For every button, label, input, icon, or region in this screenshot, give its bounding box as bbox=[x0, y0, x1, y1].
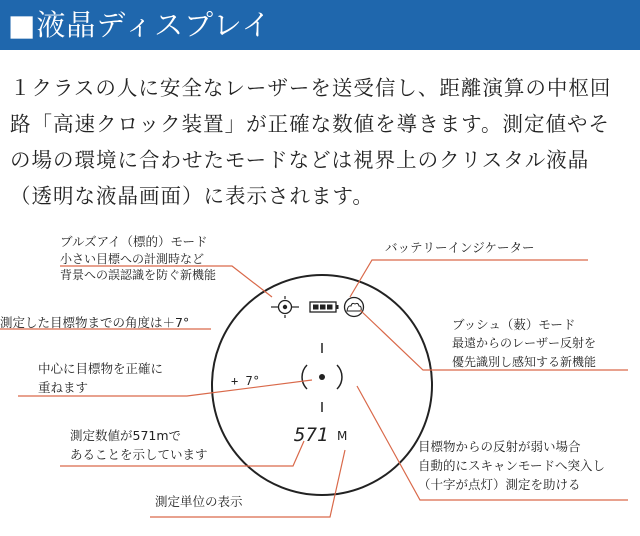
angle-annotation-text: 測定した目標物までの角度は＋7° bbox=[0, 315, 190, 330]
angle-readout: + 7° bbox=[231, 374, 260, 388]
bullseye-mode-title: ブルズアイ（標的）モード bbox=[60, 234, 208, 249]
section-title: ■液晶ディスプレイ bbox=[8, 8, 272, 42]
annotation-unit bbox=[155, 492, 243, 511]
scan-mode-line: 自動的にスキャンモードへ突入し bbox=[418, 458, 606, 473]
scan-mode-line: 目標物からの反射が弱い場合 bbox=[418, 439, 581, 454]
center-target-line: 重ねます bbox=[38, 380, 89, 395]
crosshair-reticle bbox=[302, 343, 342, 412]
annotation-distance-value bbox=[70, 426, 208, 464]
bullseye-icon bbox=[271, 296, 299, 318]
annotation-center-target bbox=[38, 359, 163, 397]
annotation-angle bbox=[0, 313, 189, 332]
intro-line: （透明な液晶画面）に表示されます。 bbox=[10, 184, 374, 208]
distance-value: 571 bbox=[294, 424, 329, 446]
center-target-line: 中心に目標物を正確に bbox=[38, 361, 164, 376]
distance-unit: M bbox=[337, 429, 348, 443]
intro-line: 路「高速クロック装置」が正確な数値を導きます。測定値やそ bbox=[10, 112, 610, 136]
annotation-bush-mode bbox=[452, 315, 596, 372]
bush-mode-desc: 優先識別し感知する新機能 bbox=[452, 355, 597, 369]
bullseye-mode-desc: 背景への誤認識を防ぐ新機能 bbox=[60, 268, 217, 282]
bush-mode-title: ブッシュ（薮）モード bbox=[452, 317, 576, 332]
bush-mode-desc: 最遠からのレーザー反射を bbox=[452, 336, 597, 350]
bush-icon bbox=[345, 298, 364, 317]
annotation-bullseye-mode bbox=[60, 232, 216, 283]
intro-line: １クラスの人に安全なレーザーを送受信し、距離演算の中枢回 bbox=[10, 76, 612, 100]
battery-icon bbox=[310, 302, 339, 312]
distance-annotation-line: あることを示しています bbox=[70, 447, 208, 462]
bullseye-mode-desc: 小さい目標への計測時など bbox=[60, 252, 205, 266]
intro-line: の場の環境に合わせたモードなどは視界上のクリスタル液晶 bbox=[10, 148, 590, 172]
annotation-scan-mode bbox=[418, 437, 605, 494]
annotation-battery bbox=[385, 238, 534, 257]
scan-mode-line: （十字が点灯）測定を助ける bbox=[418, 477, 581, 492]
battery-annotation-text: バッテリーインジケーター bbox=[385, 240, 535, 255]
distance-annotation-line: 測定数値が571mで bbox=[70, 428, 182, 443]
unit-annotation-text: 測定単位の表示 bbox=[155, 494, 243, 509]
